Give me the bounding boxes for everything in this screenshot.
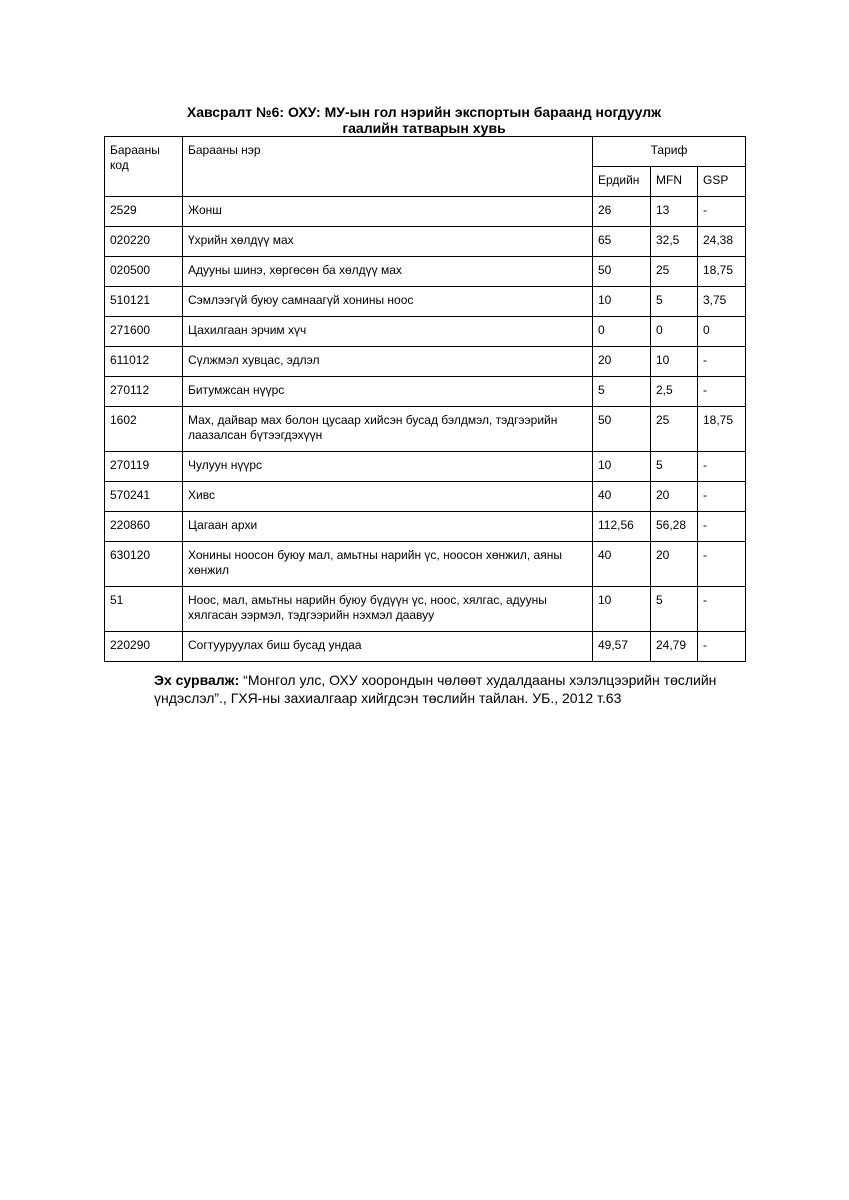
cell-mfn: 5 bbox=[651, 587, 698, 632]
cell-gsp: - bbox=[698, 632, 746, 662]
cell-mfn: 20 bbox=[651, 482, 698, 512]
cell-erdiin: 5 bbox=[593, 377, 651, 407]
cell-name: Мах, дайвар мах болон цусаар хийсэн бусад бэлдмэл, тэдгээрийн лаазалсан бүтээгдэхүүн bbox=[183, 407, 593, 452]
cell-mfn: 24,79 bbox=[651, 632, 698, 662]
cell-gsp: - bbox=[698, 347, 746, 377]
title-line-2: гаалийн татварын хувь bbox=[342, 120, 506, 136]
cell-code: 630120 bbox=[105, 542, 183, 587]
cell-gsp: 0 bbox=[698, 317, 746, 347]
cell-name: Цагаан архи bbox=[183, 512, 593, 542]
header-mfn: MFN bbox=[651, 167, 698, 197]
cell-name: Согтууруулах биш бусад ундаа bbox=[183, 632, 593, 662]
table-header-row bbox=[105, 137, 746, 167]
cell-erdiin: 40 bbox=[593, 542, 651, 587]
cell-name: Сүлжмэл хувцас, эдлэл bbox=[183, 347, 593, 377]
cell-gsp: 24,38 bbox=[698, 227, 746, 257]
cell-erdiin: 20 bbox=[593, 347, 651, 377]
cell-name: Битумжсан нүүрс bbox=[183, 377, 593, 407]
table-row bbox=[105, 587, 746, 632]
table-row bbox=[105, 377, 746, 407]
cell-mfn: 5 bbox=[651, 287, 698, 317]
tariff-table bbox=[104, 136, 746, 662]
cell-gsp: - bbox=[698, 482, 746, 512]
cell-mfn: 13 bbox=[651, 197, 698, 227]
cell-mfn: 56,28 bbox=[651, 512, 698, 542]
cell-name: Жонш bbox=[183, 197, 593, 227]
table-row bbox=[105, 512, 746, 542]
cell-code: 270119 bbox=[105, 452, 183, 482]
cell-name: Цахилгаан эрчим хүч bbox=[183, 317, 593, 347]
cell-mfn: 20 bbox=[651, 542, 698, 587]
cell-erdiin: 65 bbox=[593, 227, 651, 257]
source-text: “Монгол улс, ОХУ хоорондын чөлөөт худалдааны хэлэлцээрийн төслийн үндэслэл”., ГХЯ-ны захиалгаар хийгдсэн төслийн тайлан. УБ., 2012 т.63 bbox=[154, 672, 717, 706]
cell-mfn: 25 bbox=[651, 407, 698, 452]
source-note bbox=[154, 671, 754, 707]
cell-gsp: 18,75 bbox=[698, 407, 746, 452]
cell-gsp: - bbox=[698, 542, 746, 587]
cell-erdiin: 10 bbox=[593, 587, 651, 632]
cell-erdiin: 26 bbox=[593, 197, 651, 227]
cell-mfn: 0 bbox=[651, 317, 698, 347]
cell-code: 1602 bbox=[105, 407, 183, 452]
source-label: Эх сурвалж: bbox=[154, 672, 240, 688]
header-gsp: GSP bbox=[698, 167, 746, 197]
cell-erdiin: 0 bbox=[593, 317, 651, 347]
cell-gsp: 18,75 bbox=[698, 257, 746, 287]
cell-name: Хонины ноосон буюу мал, амьтны нарийн үс, ноосон хөнжил, аяны хөнжил bbox=[183, 542, 593, 587]
table-row bbox=[105, 632, 746, 662]
table-row bbox=[105, 257, 746, 287]
cell-erdiin: 40 bbox=[593, 482, 651, 512]
table-row bbox=[105, 287, 746, 317]
cell-code: 020500 bbox=[105, 257, 183, 287]
cell-mfn: 5 bbox=[651, 452, 698, 482]
cell-mfn: 2,5 bbox=[651, 377, 698, 407]
table-row bbox=[105, 197, 746, 227]
cell-code: 570241 bbox=[105, 482, 183, 512]
title-line-1: Хавсралт №6: ОХУ: МУ-ын гол нэрийн экспортын бараанд ногдуулж bbox=[186, 104, 662, 120]
cell-code: 2529 bbox=[105, 197, 183, 227]
cell-gsp: - bbox=[698, 512, 746, 542]
cell-gsp: - bbox=[698, 377, 746, 407]
cell-erdiin: 10 bbox=[593, 287, 651, 317]
cell-gsp: - bbox=[698, 587, 746, 632]
cell-mfn: 10 bbox=[651, 347, 698, 377]
cell-code: 020220 bbox=[105, 227, 183, 257]
cell-gsp: 3,75 bbox=[698, 287, 746, 317]
cell-name: Үхрийн хөлдүү мах bbox=[183, 227, 593, 257]
header-name: Барааны нэр bbox=[183, 137, 593, 197]
table-row bbox=[105, 347, 746, 377]
table-row bbox=[105, 482, 746, 512]
cell-name: Адууны шинэ, хөргөсөн ба хөлдүү мах bbox=[183, 257, 593, 287]
cell-mfn: 32,5 bbox=[651, 227, 698, 257]
cell-code: 611012 bbox=[105, 347, 183, 377]
cell-code: 51 bbox=[105, 587, 183, 632]
cell-gsp: - bbox=[698, 452, 746, 482]
cell-code: 220290 bbox=[105, 632, 183, 662]
cell-name: Чулуун нүүрс bbox=[183, 452, 593, 482]
cell-code: 220860 bbox=[105, 512, 183, 542]
cell-erdiin: 49,57 bbox=[593, 632, 651, 662]
cell-erdiin: 50 bbox=[593, 257, 651, 287]
table-row bbox=[105, 317, 746, 347]
header-tariff: Тариф bbox=[593, 137, 746, 167]
cell-name: Хивс bbox=[183, 482, 593, 512]
header-code: Барааны код bbox=[105, 137, 183, 197]
cell-code: 271600 bbox=[105, 317, 183, 347]
cell-gsp: - bbox=[698, 197, 746, 227]
header-erdiin: Ердийн bbox=[593, 167, 651, 197]
cell-erdiin: 10 bbox=[593, 452, 651, 482]
cell-mfn: 25 bbox=[651, 257, 698, 287]
table-row bbox=[105, 542, 746, 587]
cell-code: 270112 bbox=[105, 377, 183, 407]
table-row bbox=[105, 452, 746, 482]
cell-name: Ноос, мал, амьтны нарийн буюу бүдүүн үс, ноос, хялгас, адууны хялгасан ээрмэл, тэдгээрийн нэхмэл даавуу bbox=[183, 587, 593, 632]
cell-code: 510121 bbox=[105, 287, 183, 317]
cell-erdiin: 50 bbox=[593, 407, 651, 452]
table-row bbox=[105, 227, 746, 257]
table-row bbox=[105, 407, 746, 452]
cell-erdiin: 112,56 bbox=[593, 512, 651, 542]
document-title bbox=[104, 104, 744, 136]
cell-name: Сэмлээгүй буюу самнаагүй хонины ноос bbox=[183, 287, 593, 317]
